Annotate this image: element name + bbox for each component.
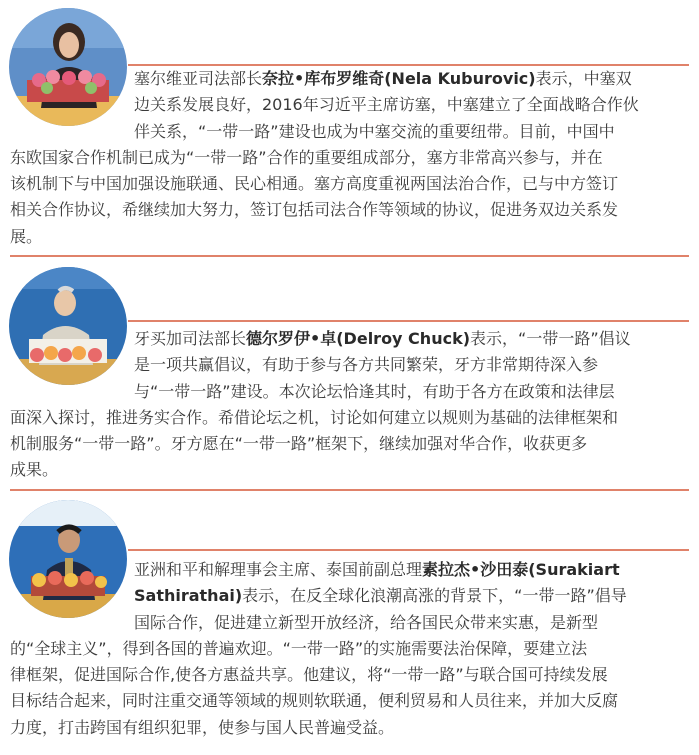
paragraph-line: 该机制下与中国加强设施联通、民心相通。塞方高度重视两国法治合作，已与中方签订 [10, 174, 619, 194]
person-name: 德尔罗伊•卓(Delroy Chuck) [246, 329, 471, 348]
speaker-photo-icon [9, 267, 127, 385]
paragraph-line: 成果。 [10, 460, 59, 480]
paragraph-line: 牙买加司法部长德尔罗伊•卓(Delroy Chuck)表示，“一带一路”倡议 [134, 329, 631, 348]
paragraph-line: Sathirathai)表示，在反全球化浪潮高涨的背景下，“一带一路”倡导 [134, 586, 627, 606]
paragraph-line: 机制服务“一带一路”。牙方愿在“一带一路”框架下，继续加强对华合作，收获更多 [10, 434, 588, 454]
speaker-photo-1 [9, 8, 127, 126]
speaker-photo-2 [9, 267, 127, 385]
person-name: 奈拉•库布罗维奇(Nela Kuburovic) [262, 69, 536, 88]
paragraph-line: 塞尔维亚司法部长奈拉•库布罗维奇(Nela Kuburovic)表示，中塞双 [134, 69, 632, 88]
paragraph-line: 的“全球主义”，得到各国的普遍欢迎。“一带一路”的实施需要法治保障，要建立法 [10, 638, 588, 658]
paragraph-line: 是一项共赢倡议，有助于参与各方共同繁荣，牙方非常期待深入参 [134, 355, 599, 375]
speaker-photo-icon [9, 8, 127, 126]
paragraph-line: 东欧国家合作机制已成为“一带一路”合作的重要组成部分，塞方非常高兴参与，并在 [10, 147, 603, 167]
divider-bottom-2 [10, 489, 689, 491]
paragraph-line: 亚洲和平和解理事会主席、泰国前副总理素拉杰•沙田泰(Surakiart [134, 560, 620, 579]
paragraph-line: 力度，打击跨国有组织犯罪，使参与国人民普遍受益。 [10, 717, 395, 737]
paragraph-line: 目标结合起来，同时注重交通等领域的规则软联通，便利贸易和人员往来，并加大反腐 [10, 691, 619, 711]
paragraph-line: 国际合作，促进建立新型开放经济，给各国民众带来实惠，是新型 [134, 612, 599, 632]
divider-top-2 [128, 320, 689, 322]
speaker-photo-3 [9, 500, 127, 618]
speaker-photo-icon [9, 500, 127, 618]
paragraph-line: 展。 [10, 226, 43, 246]
paragraph-line: 边关系发展良好，2016年习近平主席访塞，中塞建立了全面战略合作伙 [134, 95, 639, 115]
paragraph-line: 伴关系，“一带一路”建设也成为中塞交流的重要纽带。目前，中国中 [134, 121, 615, 141]
paragraph-line: 与“一带一路”建设。本次论坛恰逢其时，有助于各方在政策和法律层 [134, 381, 615, 401]
paragraph-line: 面深入探讨，推进务实合作。希借论坛之机，讨论如何建立以规则为基础的法律框架和 [10, 407, 619, 427]
person-name-continued: Sathirathai) [134, 586, 243, 606]
person-name: 素拉杰•沙田泰(Surakiart [422, 560, 620, 579]
divider-bottom-1 [10, 255, 689, 257]
paragraph-line: 相关合作协议，希继续加大努力，签订包括司法合作等领域的协议，促进务双边关系发 [10, 200, 619, 220]
paragraph-line: 律框架，促进国际合作,使各方惠益共享。他建议，将“一带一路”与联合国可持续发展 [10, 665, 608, 685]
divider-top-3 [128, 549, 689, 551]
